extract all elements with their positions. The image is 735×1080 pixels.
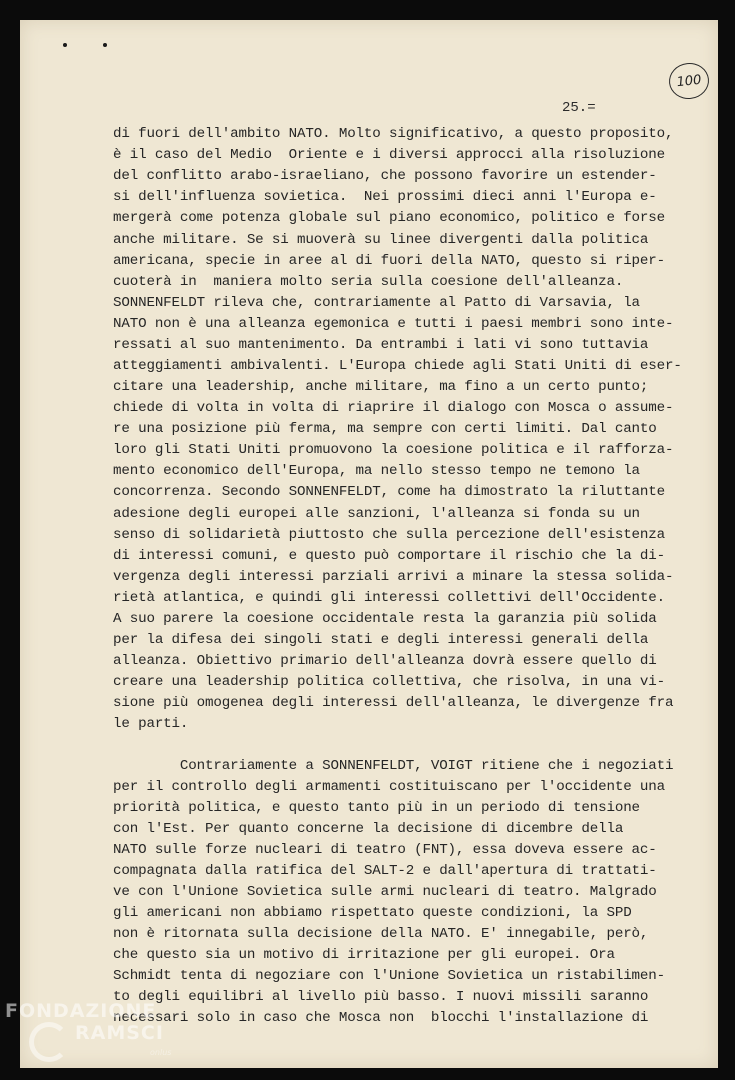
page-number: 25.= [562,100,596,116]
text-line: NATO sulle forze nucleari di teatro (FNT), essa doveva essere ac- [113,842,657,858]
text-line: si dell'influenza sovietica. Nei prossimi dieci anni l'Europa e- [113,189,657,205]
watermark-line1: FONDAZIONE [5,1000,157,1022]
text-line: chiede di volta in volta di riaprire il dialogo con Mosca o assume- [113,400,674,416]
text-line: re una posizione più ferma, ma sempre con certi limiti. Dal canto [113,421,657,437]
watermark-g-logo-icon [29,1022,69,1062]
text-line: NATO non è una alleanza egemonica e tutti i paesi membri sono inte- [113,316,674,332]
archive-stamp: 100 [667,61,711,101]
text-line: loro gli Stati Uniti promuovono la coesione politica e il rafforza- [113,442,674,458]
text-line: cuoterà in maniera molto seria sulla coesione dell'alleanza. [113,274,624,290]
text-line: è il caso del Medio Oriente e i diversi approcci alla risoluzione [113,147,666,163]
text-line: creare una leadership politica collettiva, che risolva, in una vi- [113,674,666,690]
punch-hole-right [103,43,107,47]
text-line: to degli equilibri al livello più basso. I nuovi missili saranno [113,989,649,1005]
fondazione-gramsci-watermark [5,1000,172,1057]
watermark-suffix: onlus [150,1048,172,1057]
text-line: alleanza. Obiettivo primario dell'alleanza dovrà essere quello di [113,653,657,669]
text-line: gli americani non abbiamo rispettato queste condizioni, la SPD [113,905,632,921]
punch-hole-left [63,43,67,47]
text-line: di interessi comuni, e questo può comportare il rischio che la di- [113,548,666,564]
text-line: le parti. [113,716,189,732]
text-line: di fuori dell'ambito NATO. Molto significativo, a questo proposito, [113,126,674,142]
text-line: sione più omogenea degli interessi dell'alleanza, le divergenze fra [113,695,674,711]
text-line: Contrariamente a SONNENFELDT, VOIGT ritiene che i negoziati [113,758,674,774]
text-line: non è ritornata sulla decisione della NATO. E' innegabile, però, [113,926,649,942]
text-line: compagnata dalla ratifica del SALT-2 e dall'apertura di trattati- [113,863,657,879]
text-line: vergenza degli interessi parziali arrivi a minare la stessa solida- [113,569,674,585]
text-line: americana, specie in aree al di fuori della NATO, questo si riper- [113,253,666,269]
text-line: mento economico dell'Europa, ma nello stesso tempo ne temono la [113,463,640,479]
text-line: per il controllo degli armamenti costituiscano per l'occidente una [113,779,666,795]
text-line: rietà atlantica, e quindi gli interessi collettivi dell'Occidente. [113,590,666,606]
text-line: senso di solidarietà piuttosto che sulla percezione dell'esistenza [113,527,666,543]
text-line: del conflitto arabo-israeliano, che possono favorire un estender- [113,168,657,184]
text-line: priorità politica, e questo tanto più in un periodo di tensione [113,800,640,816]
text-line: SONNENFELDT rileva che, contrariamente al Patto di Varsavia, la [113,295,640,311]
text-line: concorrenza. Secondo SONNENFELDT, come ha dimostrato la riluttante [113,484,666,500]
text-line: ressati al suo mantenimento. Da entrambi i lati vi sono tuttavia [113,337,649,353]
text-line: mergerà come potenza globale sul piano economico, politico e forse [113,210,666,226]
text-line: necessari solo in caso che Mosca non blocchi l'installazione di [113,1010,649,1026]
text-line: citare una leadership, anche militare, ma fino a un certo punto; [113,379,649,395]
text-line: anche militare. Se si muoverà su linee divergenti dalla politica [113,232,649,248]
text-line: atteggiamenti ambivalenti. L'Europa chiede agli Stati Uniti di eser- [113,358,682,374]
text-line: Schmidt tenta di negoziare con l'Unione Sovietica un ristabilimen- [113,968,666,984]
text-line: A suo parere la coesione occidentale resta la garanzia più solida [113,611,657,627]
text-line: adesione degli europei alle sanzioni, l'alleanza si fonda su un [113,506,640,522]
watermark-line2: RAMSCI [75,1022,164,1044]
text-line: ve con l'Unione Sovietica sulle armi nucleari di teatro. Malgrado [113,884,657,900]
text-line: che questo sia un motivo di irritazione per gli europei. Ora [113,947,615,963]
text-line: per la difesa dei singoli stati e degli interessi generali della [113,632,649,648]
text-line: con l'Est. Per quanto concerne la decisione di dicembre della [113,821,624,837]
